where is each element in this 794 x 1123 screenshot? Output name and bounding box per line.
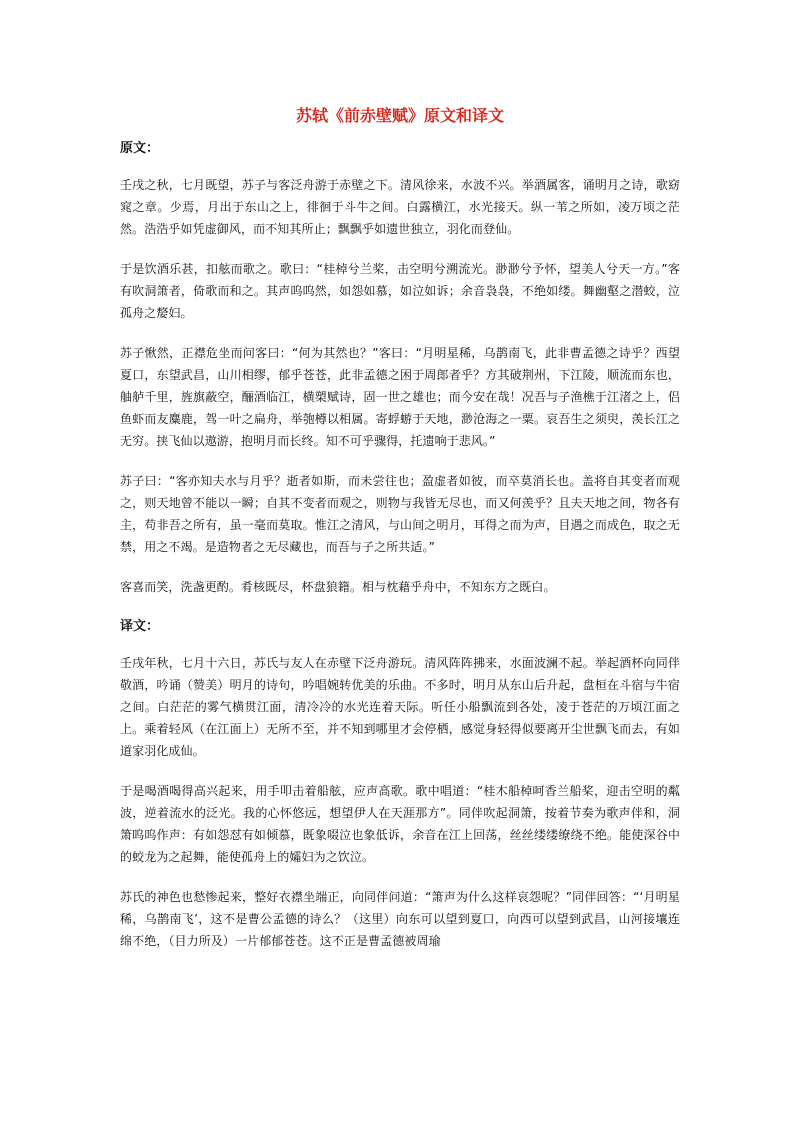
original-paragraph-1: 壬戌之秋，七月既望，苏子与客泛舟游于赤壁之下。清风徐来，水波不兴。举酒属客，诵明月之诗，歌窈窕之章。少焉，月出于东山之上，徘徊于斗牛之间。白露横江，水光接天。纵一苇之所如，凌万顷之茫然。浩浩乎如凭虚御风，而不知其所止；飘飘乎如遗世独立，羽化而登仙。 xyxy=(120,178,680,236)
translation-heading: 译文： xyxy=(120,619,160,634)
original-heading: 原文： xyxy=(120,141,160,156)
translation-paragraph-2: 于是喝酒喝得高兴起来，用手叩击着船舷，应声高歌。歌中唱道：“桂木船棹呵香兰船桨，迎击空明的粼波，逆着流水的泛光。我的心怀悠远，想望伊人在天涯那方”。同伴吹起洞箫，按着节奏为歌声伴和，洞箫呜呜作声：有如怨怼有如倾慕，既象啜泣也象低诉，余音在江上回荡，丝丝缕缕缭绕不绝。能使深谷中的蛟龙为之起舞，能使孤舟上的孀妇为之饮泣。 xyxy=(120,784,680,864)
translation-paragraph-3: 苏氏的神色也愁惨起来，整好衣襟坐端正，向同伴问道：“箫声为什么这样哀怨呢？”同伴回答：“‘月明星稀，乌鹊南飞’，这不是曹公孟德的诗么？（这里）向东可以望到夏口，向西可以望到武昌，山河接壤连绵不绝，（目力所及）一片郁郁苍苍。这不正是曹孟德被周瑜 xyxy=(120,890,680,948)
page-title: 苏轼《前赤壁赋》原文和译文 xyxy=(295,106,504,125)
document-page xyxy=(120,100,680,970)
original-paragraph-4: 苏子曰：“客亦知夫水与月乎？逝者如斯，而未尝往也；盈虚者如彼，而卒莫消长也。盖将自其变者而观之，则天地曾不能以一瞬；自其不变者而观之，则物与我皆无尽也，而又何羡乎？且夫天地之间，物各有主，苟非吾之所有，虽一毫而莫取。惟江之清风，与山间之明月，耳得之而为声，目遇之而成色，取之无禁，用之不竭。是造物者之无尽藏也，而吾与子之所共适。” xyxy=(120,474,680,554)
original-paragraph-2: 于是饮酒乐甚，扣舷而歌之。歌曰：“桂棹兮兰桨，击空明兮溯流光。渺渺兮予怀，望美人兮天一方。”客有吹洞箫者，倚歌而和之。其声呜呜然，如怨如慕，如泣如诉；余音袅袅，不绝如缕。舞幽壑之潜蛟，泣孤舟之嫠妇。 xyxy=(120,262,680,320)
original-paragraph-5: 客喜而笑，洗盏更酌。肴核既尽，杯盘狼籍。相与枕藉乎舟中，不知东方之既白。 xyxy=(120,580,556,594)
original-paragraph-3: 苏子愀然，正襟危坐而问客曰：“何为其然也？”客曰：“月明星稀，乌鹊南飞，此非曹孟德之诗乎？西望夏口，东望武昌，山川相缪，郁乎苍苍，此非孟德之困于周郎者乎？方其破荆州，下江陵，顺流而东也，舳舻千里，旌旗蔽空，酾酒临江，横槊赋诗，固一世之雄也；而今安在哉！况吾与子渔樵于江渚之上，侣鱼虾而友麋鹿，驾一叶之扁舟，举匏樽以相属。寄蜉蝣于天地，渺沧海之一粟。哀吾生之须臾，羡长江之无穷。挟飞仙以遨游，抱明月而长终。知不可乎骤得，托遗响于悲风。” xyxy=(120,346,680,448)
translation-paragraph-1: 壬戌年秋，七月十六日，苏氏与友人在赤壁下泛舟游玩。清风阵阵拂来，水面波澜不起。举起酒杯向同伴敬酒，吟诵（赞美）明月的诗句，吟唱婉转优美的乐曲。不多时，明月从东山后升起，盘桓在斗宿与牛宿之间。白茫茫的雾气横贯江面，清冷冷的水光连着天际。听任小船飘流到各处，凌于苍茫的万顷江面之上。乘着轻风（在江面上）无所不至，并不知到哪里才会停栖，感觉身轻得似要离开尘世飘飞而去，有如道家羽化成仙。 xyxy=(120,656,680,758)
